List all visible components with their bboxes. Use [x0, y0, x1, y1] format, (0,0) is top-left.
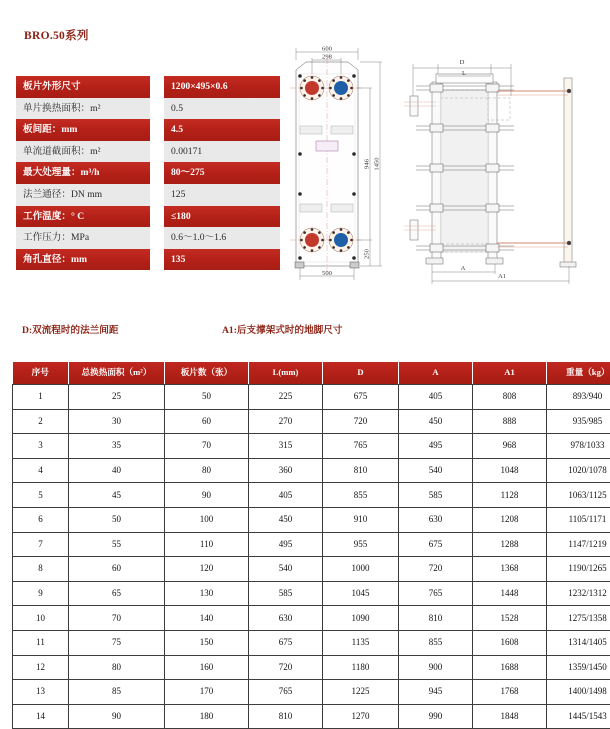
spec-label: 工作压力：MPa: [16, 227, 150, 249]
nameplate-box: [316, 141, 338, 151]
table-cell: 888: [473, 409, 547, 434]
table-cell: 5: [13, 483, 69, 508]
table-cell: 935/985: [547, 409, 610, 434]
spec-label: 工作温度：° C: [16, 206, 150, 228]
table-cell: 65: [69, 581, 165, 606]
table-cell: 30: [69, 409, 165, 434]
table-cell: 1048: [473, 458, 547, 483]
table-cell: 765: [323, 434, 399, 459]
table-cell: 6: [13, 507, 69, 532]
dim-a-label: A: [461, 265, 466, 272]
table-cell: 1208: [473, 507, 547, 532]
table-cell: 1: [13, 385, 69, 410]
spec-row: [16, 184, 280, 206]
dim-600-label: 600: [322, 46, 333, 53]
spec-label: 角孔直径：mm: [16, 249, 150, 271]
table-cell: 1688: [473, 655, 547, 680]
table-cell: 675: [399, 532, 473, 557]
spec-row: [16, 98, 280, 120]
table-cell: 450: [249, 507, 323, 532]
table-cell: 720: [249, 655, 323, 680]
spec-label: 最大处理量：m³/h: [16, 162, 150, 184]
table-cell: 540: [399, 458, 473, 483]
table-cell: 50: [165, 385, 249, 410]
table-cell: 90: [165, 483, 249, 508]
col-header-a: A: [399, 362, 473, 385]
port-cold-top: [329, 76, 353, 100]
table-cell: 1359/1450: [547, 655, 610, 680]
table-cell: 12: [13, 655, 69, 680]
table-cell: 1275/1358: [547, 606, 610, 631]
col-header-d: D: [323, 362, 399, 385]
spec-row: [16, 249, 280, 271]
table-cell: 1445/1543: [547, 704, 610, 729]
table-cell: 70: [69, 606, 165, 631]
table-cell: 630: [249, 606, 323, 631]
table-cell: 945: [399, 680, 473, 705]
table-cell: 585: [249, 581, 323, 606]
table-cell: 150: [165, 630, 249, 655]
table-cell: 1128: [473, 483, 547, 508]
table-cell: 495: [249, 532, 323, 557]
table-cell: 13: [13, 680, 69, 705]
spec-value: ≤180: [164, 206, 280, 228]
spec-row: [16, 76, 280, 98]
spec-label: 板片外形尺寸: [16, 76, 150, 98]
table-cell: 1314/1405: [547, 630, 610, 655]
table-cell: 70: [165, 434, 249, 459]
dim-946-label: 946: [364, 158, 371, 169]
table-cell: 630: [399, 507, 473, 532]
table-cell: 978/1033: [547, 434, 610, 459]
table-cell: 80: [165, 458, 249, 483]
table-cell: 585: [399, 483, 473, 508]
table-cell: 1848: [473, 704, 547, 729]
table-cell: 1225: [323, 680, 399, 705]
table-cell: 160: [165, 655, 249, 680]
spec-label: 法兰通径：DN mm: [16, 184, 150, 206]
spec-label: 单流道截面积：m²: [16, 141, 150, 163]
table-cell: 130: [165, 581, 249, 606]
table-row: [13, 483, 610, 508]
table-cell: 675: [323, 385, 399, 410]
dim-298-label: 298: [322, 54, 333, 61]
table-cell: 170: [165, 680, 249, 705]
table-cell: 180: [165, 704, 249, 729]
table-cell: 1528: [473, 606, 547, 631]
table-cell: 810: [323, 458, 399, 483]
table-cell: 1135: [323, 630, 399, 655]
table-cell: 315: [249, 434, 323, 459]
table-cell: 810: [399, 606, 473, 631]
table-cell: 80: [69, 655, 165, 680]
dim-500-label: 500: [322, 270, 333, 277]
table-cell: 1368: [473, 557, 547, 582]
table-row: [13, 630, 610, 655]
spec-value: 135: [164, 249, 280, 271]
table-cell: 120: [165, 557, 249, 582]
table-cell: 1180: [323, 655, 399, 680]
caption-d: D:双流程时的法兰间距: [22, 322, 118, 336]
table-row: [13, 606, 610, 631]
table-cell: 495: [399, 434, 473, 459]
table-cell: 1105/1171: [547, 507, 610, 532]
dim-1450-label: 1450: [374, 157, 381, 171]
table-row: [13, 409, 610, 434]
table-cell: 405: [399, 385, 473, 410]
table-cell: 1147/1219: [547, 532, 610, 557]
table-cell: 1288: [473, 532, 547, 557]
table-cell: 1400/1498: [547, 680, 610, 705]
table-cell: 810: [249, 704, 323, 729]
table-cell: 11: [13, 630, 69, 655]
dim-250-label: 250: [364, 248, 371, 259]
dimension-data-table: [12, 362, 610, 729]
table-row: [13, 434, 610, 459]
page-title: BRO.50系列: [24, 27, 89, 43]
table-cell: 855: [399, 630, 473, 655]
table-cell: 720: [323, 409, 399, 434]
spec-row: [16, 141, 280, 163]
table-cell: 75: [69, 630, 165, 655]
spec-row: [16, 162, 280, 184]
spec-value: 4.5: [164, 119, 280, 141]
spec-row: [16, 119, 280, 141]
table-cell: 360: [249, 458, 323, 483]
table-cell: 45: [69, 483, 165, 508]
table-cell: 968: [473, 434, 547, 459]
dim-l-label: L: [462, 70, 466, 77]
table-cell: 720: [399, 557, 473, 582]
table-cell: 50: [69, 507, 165, 532]
table-row: [13, 680, 610, 705]
col-header-l: L(mm): [249, 362, 323, 385]
table-row: [13, 458, 610, 483]
table-cell: 1232/1312: [547, 581, 610, 606]
col-header-a1: A1: [473, 362, 547, 385]
table-cell: 10: [13, 606, 69, 631]
table-cell: 808: [473, 385, 547, 410]
table-row: [13, 557, 610, 582]
spec-value: 80～275: [164, 162, 280, 184]
dim-d-label: D: [460, 59, 465, 66]
table-cell: 7: [13, 532, 69, 557]
table-cell: 900: [399, 655, 473, 680]
spec-label: 板间距：mm: [16, 119, 150, 141]
table-cell: 90: [69, 704, 165, 729]
caption-a1: A1:后支撑架式时的地脚尺寸: [222, 322, 342, 336]
table-cell: 8: [13, 557, 69, 582]
table-cell: 1768: [473, 680, 547, 705]
table-row: [13, 581, 610, 606]
table-cell: 1000: [323, 557, 399, 582]
table-cell: 765: [249, 680, 323, 705]
spec-value: 125: [164, 184, 280, 206]
table-cell: 85: [69, 680, 165, 705]
port-hot-bottom: [300, 228, 324, 252]
table-cell: 140: [165, 606, 249, 631]
table-cell: 40: [69, 458, 165, 483]
spec-row: [16, 227, 280, 249]
specification-table: [16, 76, 280, 270]
table-cell: 225: [249, 385, 323, 410]
table-cell: 893/940: [547, 385, 610, 410]
col-header-weight: 重量（kg）: [547, 362, 610, 385]
table-cell: 1063/1125: [547, 483, 610, 508]
port-cold-bottom: [329, 228, 353, 252]
table-row: [13, 655, 610, 680]
col-header-area: 总换热面积（m²）: [69, 362, 165, 385]
table-row: [13, 532, 610, 557]
table-cell: 675: [249, 630, 323, 655]
table-cell: 110: [165, 532, 249, 557]
table-cell: 990: [399, 704, 473, 729]
table-cell: 55: [69, 532, 165, 557]
table-cell: 3: [13, 434, 69, 459]
table-cell: 4: [13, 458, 69, 483]
table-cell: 765: [399, 581, 473, 606]
table-cell: 1608: [473, 630, 547, 655]
dim-a1-label: A1: [498, 273, 506, 280]
table-header-row: [13, 362, 610, 385]
table-cell: 1448: [473, 581, 547, 606]
table-cell: 910: [323, 507, 399, 532]
table-cell: 855: [323, 483, 399, 508]
table-cell: 9: [13, 581, 69, 606]
spec-value: 0.5: [164, 98, 280, 120]
spec-value: 0.00171: [164, 141, 280, 163]
col-header-no: 序号: [13, 362, 69, 385]
col-header-plates: 板片数（张）: [165, 362, 249, 385]
table-cell: 35: [69, 434, 165, 459]
spec-row: [16, 206, 280, 228]
table-cell: 60: [165, 409, 249, 434]
table-row: [13, 507, 610, 532]
front-view-drawing: [286, 44, 396, 289]
side-view-drawing: [396, 44, 596, 289]
spec-label: 单片换热面积：m²: [16, 98, 150, 120]
table-cell: 2: [13, 409, 69, 434]
table-cell: 1090: [323, 606, 399, 631]
table-cell: 1190/1265: [547, 557, 610, 582]
spec-value: 0.6～1.0～1.6: [164, 227, 280, 249]
table-row: [13, 385, 610, 410]
table-cell: 60: [69, 557, 165, 582]
table-cell: 450: [399, 409, 473, 434]
table-cell: 14: [13, 704, 69, 729]
table-cell: 1020/1078: [547, 458, 610, 483]
table-cell: 25: [69, 385, 165, 410]
table-cell: 955: [323, 532, 399, 557]
table-cell: 1270: [323, 704, 399, 729]
spec-value: 1200×495×0.6: [164, 76, 280, 98]
table-cell: 1045: [323, 581, 399, 606]
table-cell: 405: [249, 483, 323, 508]
table-cell: 100: [165, 507, 249, 532]
table-cell: 270: [249, 409, 323, 434]
port-hot-top: [300, 76, 324, 100]
table-row: [13, 704, 610, 729]
table-cell: 540: [249, 557, 323, 582]
